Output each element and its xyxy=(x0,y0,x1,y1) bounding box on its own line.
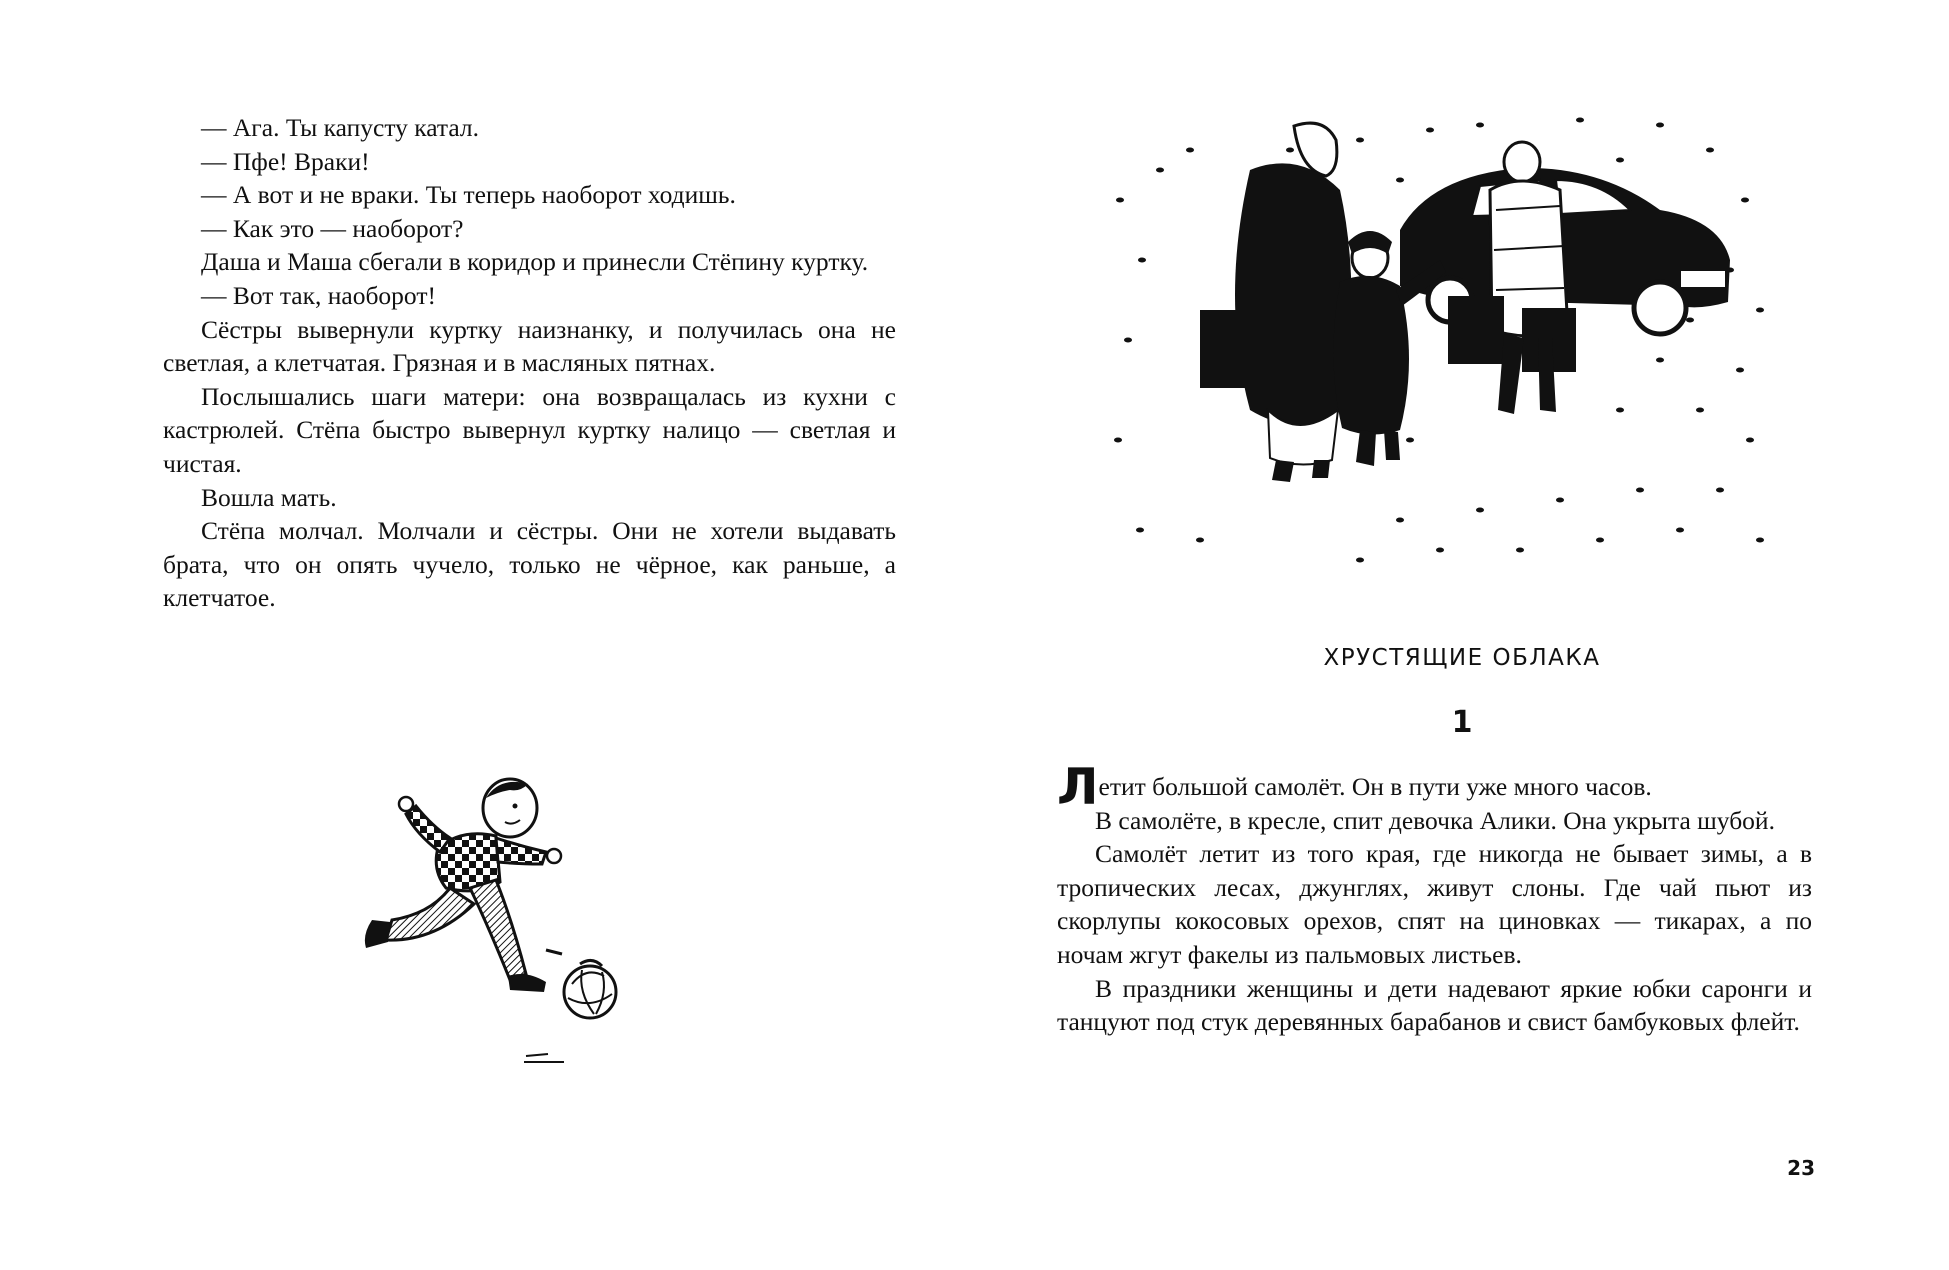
boy-head xyxy=(483,779,537,837)
cabbage-illustration xyxy=(524,950,616,1062)
left-page-text xyxy=(163,111,896,615)
chapter-title: ХРУСТЯЩИЕ ОБЛАКА xyxy=(1323,645,1601,671)
paragraph: Сёстры вывернули куртку наизнанку, и получилась она не светлая, а клетчатая. Грязная и в масляных пятнах. xyxy=(163,314,896,378)
paragraph: Даша и Маша сбегали в коридор и принесли Стёпину куртку. xyxy=(201,247,869,277)
boy-legs xyxy=(365,880,546,992)
boy-running-illustration xyxy=(350,770,670,1070)
paragraph: В самолёте, в кресле, спит девочка Алики. Она укрыта шубой. xyxy=(1095,805,1775,835)
page-number: 23 xyxy=(1787,1156,1815,1180)
paragraph: Вошла мать. xyxy=(201,482,337,512)
paragraph: — Вот так, наоборот! xyxy=(201,280,436,310)
paragraph: В праздники женщины и дети надевают яркие юбки саронги и танцуют под стук деревянных барабанов и свист бамбуковых флейт. xyxy=(1057,973,1812,1037)
paragraph: — А вот и не враки. Ты теперь наоборот ходишь. xyxy=(201,180,736,210)
woman-in-fur-coat xyxy=(1200,123,1352,482)
first-paragraph-text: етит большой самолёт. Он в пути уже много часов. xyxy=(1098,772,1652,801)
right-page xyxy=(975,0,1949,1270)
paragraph: — Пфе! Враки! xyxy=(201,146,370,176)
first-paragraph xyxy=(1057,758,1812,816)
winter-scene-illustration xyxy=(1100,110,1775,590)
paragraph: — Как это — наоборот? xyxy=(201,213,464,243)
drop-cap: Л xyxy=(1057,758,1097,816)
paragraph: — Ага. Ты капусту катал. xyxy=(201,113,480,142)
chapter-number: 1 xyxy=(1451,705,1473,740)
paragraph: Послышались шаги матери: она возвращалась из кухни с кастрюлей. Стёпа быстро вывернул куртку налицо — светлая и чистая. xyxy=(163,381,896,478)
right-page-text xyxy=(1057,758,1812,1039)
paragraph: Стёпа молчал. Молчали и сёстры. Они не хотели выдавать брата, что он опять чучело, только не чёрное, как раньше, а клетчатое. xyxy=(163,516,896,613)
paragraph: Самолёт летит из того края, где никогда не бывает зимы, а в тропических лесах, джунглях, живут слоны. Где чай пьют из скорлупы кокосовых орехов, спят на циновках — тикарах, а по ночам жгут факелы из пальмовых листьев. xyxy=(1057,839,1812,969)
